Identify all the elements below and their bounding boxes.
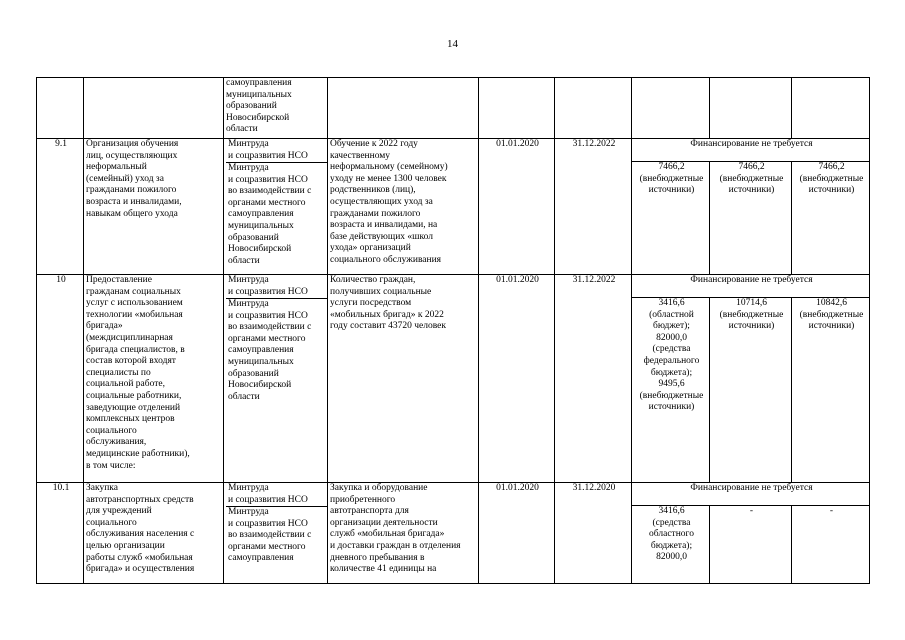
financing-2021: 10714,6 (внебюджетные источники) [710, 298, 792, 483]
financing-note: Финансирование не требуется [632, 275, 870, 298]
start-date: 01.01.2020 [479, 483, 555, 584]
item-number: 10 [37, 275, 84, 483]
measure-name: Предоставление гражданам социальных услуг с использованием технологии «мобильная бригада» (междисциплинарная бригада специалистов, в состав которой входят специалисты по социальной работе, социальные работники, заведующие отделений комплексных центров социального обслуживания, медицинские работники), в том числе: [84, 275, 224, 483]
financing-2020: 3416,6 (областной бюджет); 82000,0 (средства федерального бюджета); 9495,6 (внебюджетные источники) [632, 298, 710, 483]
executor-primary: Минтруда и соцразвития НСО [226, 275, 327, 299]
end-date: 31.12.2022 [555, 139, 632, 275]
executor-co: Минтруда и соцразвития НСО во взаимодействии с органами местного самоуправления муниципальных образований Новосибирской области [228, 163, 312, 266]
financing-note: Финансирование не требуется [632, 483, 870, 506]
executor-cell [224, 275, 328, 483]
expected-result: Количество граждан, получивших социальные услуги посредством «мобильных бригад» к 2022 году составит 43720 человек [328, 275, 479, 483]
expected-result: Закупка и оборудование приобретенного автотранспорта для организации деятельности служб «мобильная бригада» и доставки граждан в отделения дневного пребывания в количестве 41 единицы на [328, 483, 479, 584]
item-number: 9.1 [37, 139, 84, 275]
table-row-continuation [37, 78, 870, 139]
start-date: 01.01.2020 [479, 275, 555, 483]
financing-2022: 10842,6 (внебюджетные источники) [792, 298, 870, 483]
executor-cell [224, 139, 328, 275]
executor-cell: самоуправления муниципальных образований Новосибирской области [224, 78, 328, 139]
measure-name: Организация обучения лиц, осуществляющих неформальный (семейный) уход за гражданами пожилого возраста и инвалидами, навыкам общего ухода [84, 139, 224, 275]
start-date: 01.01.2020 [479, 139, 555, 275]
table-row-10 [37, 275, 870, 298]
end-date: 31.12.2022 [555, 275, 632, 483]
executor-primary: Минтруда и соцразвития НСО [226, 483, 327, 507]
table-row-10-1 [37, 483, 870, 506]
executor-cell [224, 483, 328, 584]
financing-2020: 3416,6 (средства областного бюджета); 82000,0 [632, 506, 710, 584]
financing-2020: 7466,2 (внебюджетные источники) [632, 162, 710, 275]
expected-result: Обучение к 2022 году качественному неформальному (семейному) уходу не менее 1300 человек родственников (лиц), осуществляющих уход за гражданами пожилого возраста и инвалидами, на базе действующих «школ ухода» организаций социального обслуживания [328, 139, 479, 275]
financing-note: Финансирование не требуется [632, 139, 870, 162]
executor-co: Минтруда и соцразвития НСО во взаимодействии с органами местного самоуправления муниципальных образований Новосибирской области [228, 299, 312, 402]
end-date: 31.12.2020 [555, 483, 632, 584]
financing-2021: 7466,2 (внебюджетные источники) [710, 162, 792, 275]
executor-co: Минтруда и соцразвития НСО во взаимодействии с органами местного самоуправления [228, 507, 312, 564]
financing-2022: 7466,2 (внебюджетные источники) [792, 162, 870, 275]
financing-2022: - [792, 506, 870, 584]
financing-2021: - [710, 506, 792, 584]
executor-primary: Минтруда и соцразвития НСО [226, 139, 327, 163]
table-row-9-1 [37, 139, 870, 162]
measure-name: Закупка автотранспортных средств для учреждений социального обслуживания населения с целью организации работы служб «мобильная бригада» и осуществления [84, 483, 224, 584]
program-table [36, 77, 870, 584]
item-number: 10.1 [37, 483, 84, 584]
page-number: 14 [447, 38, 458, 50]
